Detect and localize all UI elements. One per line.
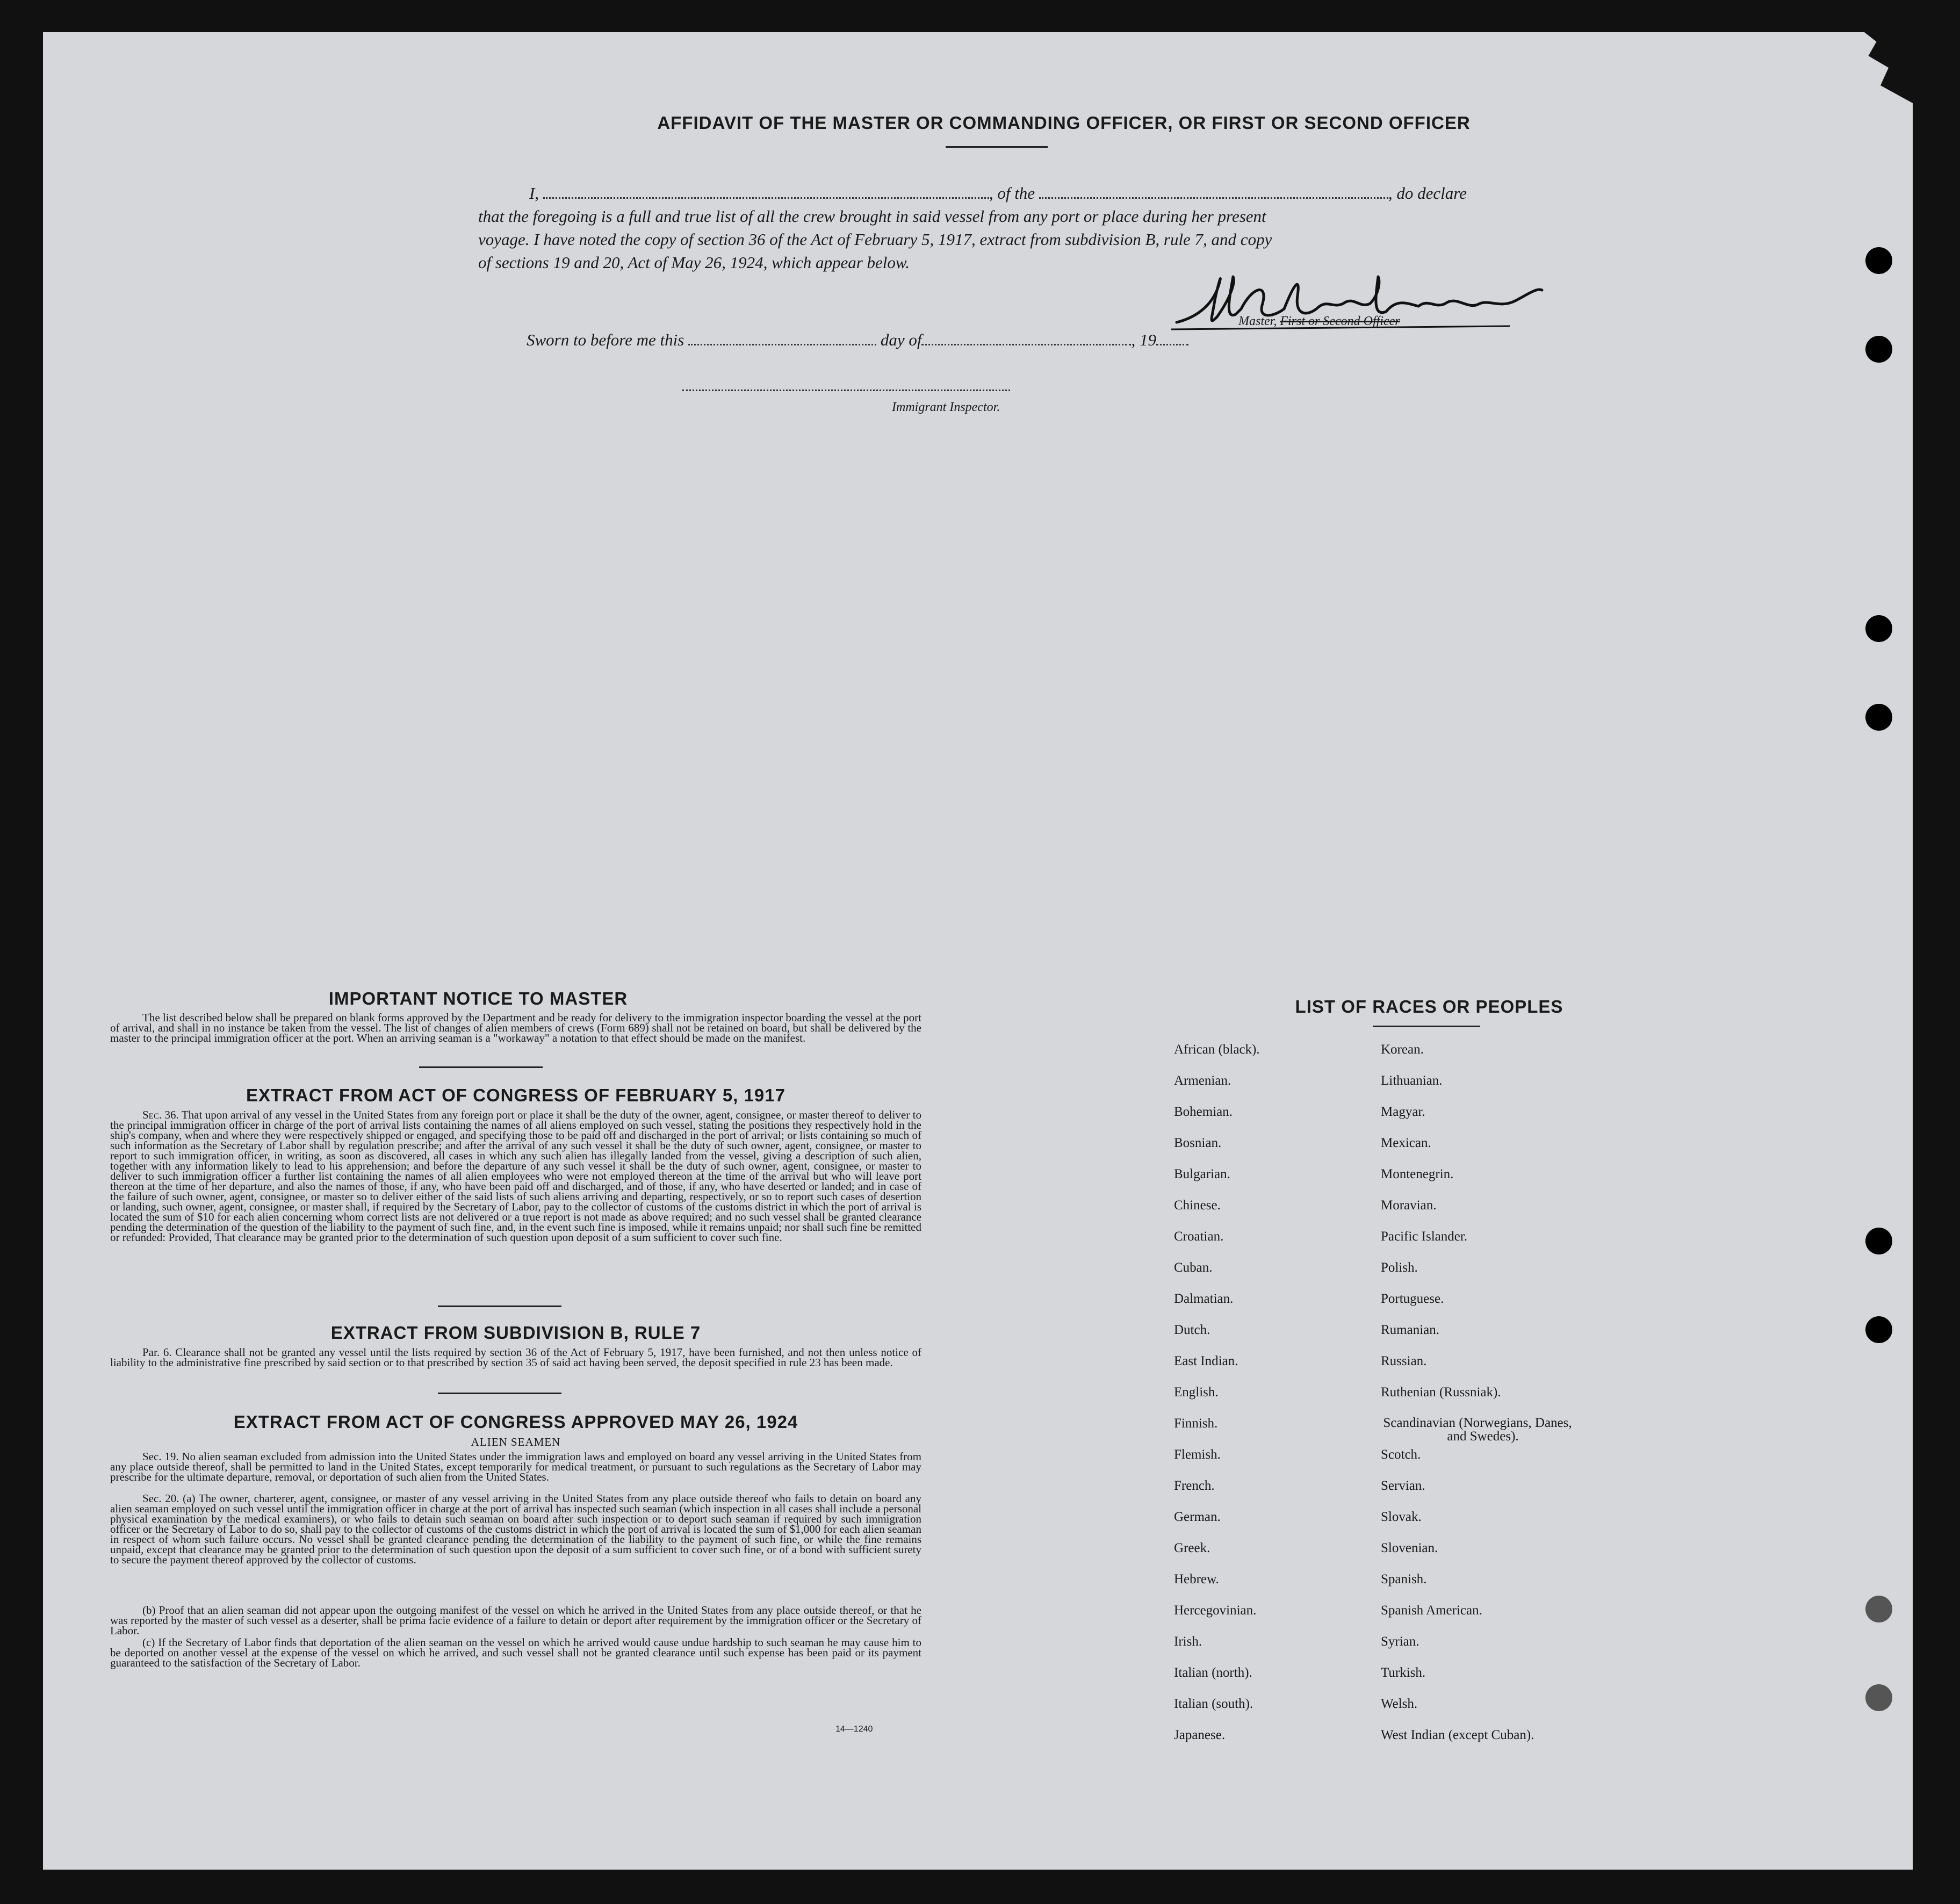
extract-rule7-title: EXTRACT FROM SUBDIVISION B, RULE 7 <box>330 1323 701 1343</box>
sworn-line <box>527 330 1188 350</box>
affidavit-line-1 <box>478 182 1563 205</box>
section-rule <box>438 1306 561 1307</box>
races-rule <box>1373 1026 1480 1027</box>
race-item: Turkish. <box>1381 1665 1426 1680</box>
race-item: Finnish. <box>1174 1416 1218 1431</box>
race-item: Greek. <box>1174 1541 1210 1555</box>
inspector-signature-line[interactable] <box>682 390 1010 391</box>
affidavit-line-2: that the foregoing is a full and true list of all the crew brought in said vessel from any port or place during her present <box>478 207 1266 226</box>
race-item: Magyar. <box>1381 1105 1425 1119</box>
notice-text <box>110 1013 921 1043</box>
race-item: Bulgarian. <box>1174 1167 1230 1181</box>
section-rule <box>438 1393 561 1394</box>
vessel-field[interactable] <box>1039 197 1388 199</box>
race-item: Cuban. <box>1174 1260 1213 1275</box>
affidavit-line-4: of sections 19 and 20, Act of May 26, 1924, which appear below. <box>478 253 910 272</box>
race-item: Flemish. <box>1174 1447 1221 1462</box>
race-item: Japanese. <box>1174 1728 1226 1742</box>
race-item: Lithuanian. <box>1381 1073 1443 1088</box>
sworn-day-of: day of <box>880 330 922 349</box>
affidavit-title: AFFIDAVIT OF THE MASTER OR COMMANDING OFFICER, OR FIRST OR SECOND OFFICER <box>657 113 1471 133</box>
race-item: Scandinavian (Norwegians, Danes, and Swedes). <box>1383 1416 1572 1444</box>
affidavit-i: I, <box>529 184 539 203</box>
sworn-year-field[interactable] <box>1156 344 1188 345</box>
race-item: German. <box>1174 1510 1221 1524</box>
punch-hole <box>1865 1596 1892 1622</box>
extract-rule7-body: Par. 6. Clearance shall not be granted any vessel until the lists required by section 36 of the Act of February 5, 1917, have been furnished, and not then unless notice of liability to the administrative fine prescribed by said section or to that prescribed by section 35 of said act having been served, the deposit specified in rule 23 has been made. <box>110 1346 921 1369</box>
section-rule <box>419 1066 543 1068</box>
race-item: West Indian (except Cuban). <box>1381 1728 1534 1742</box>
race-item: Montenegrin. <box>1381 1167 1454 1181</box>
sworn-year: , 19 <box>1131 330 1156 349</box>
race-item: Spanish American. <box>1381 1603 1482 1618</box>
extract-rule7-text <box>110 1347 921 1368</box>
extract-1924-sec20b: (b) Proof that an alien seaman did not appear upon the outgoing manifest of the vessel on which he arrived in the United States from any place outside thereof, or that he was reported by the master of such vessel as a deserter, shall be prima facie evidence of a failure to detain or deport after requirement by the immigration officer or the Secretary of Labor. <box>110 1604 921 1637</box>
torn-corner <box>1832 32 1913 150</box>
race-item: Bosnian. <box>1174 1136 1222 1150</box>
extract-1924-subtitle: ALIEN SEAMEN <box>471 1436 561 1448</box>
race-item: Armenian. <box>1174 1073 1231 1088</box>
race-item: Croatian. <box>1174 1229 1224 1244</box>
affidavit-of-the: , of the <box>989 184 1035 203</box>
race-item: Scotch. <box>1381 1447 1421 1462</box>
title-rule <box>946 146 1048 148</box>
race-item: Ruthenian (Russniak). <box>1381 1385 1501 1400</box>
sworn-day-field[interactable] <box>688 344 876 345</box>
punch-hole <box>1865 247 1892 274</box>
race-item: East Indian. <box>1174 1354 1238 1368</box>
signer-title-struck: First or Second Officer <box>1280 314 1400 328</box>
race-item: Welsh. <box>1381 1697 1418 1711</box>
races-title: LIST OF RACES OR PEOPLES <box>1295 997 1563 1016</box>
races-column-2 <box>1381 1042 1612 1759</box>
race-item: African (black). <box>1174 1042 1260 1057</box>
affidavit-body <box>478 182 1563 274</box>
extract-1917-text <box>110 1110 921 1243</box>
race-item: Bohemian. <box>1174 1105 1233 1119</box>
affidavit-line-3: voyage. I have noted the copy of section 36 of the Act of February 5, 1917, extract from subdivision B, rule 7, and copy <box>478 230 1272 249</box>
race-item: Slovak. <box>1381 1510 1422 1524</box>
punch-hole <box>1865 336 1892 363</box>
race-item: English. <box>1174 1385 1219 1400</box>
signer-title-master: Master, <box>1238 314 1280 328</box>
race-item: Hebrew. <box>1174 1572 1219 1586</box>
race-item: Moravian. <box>1381 1198 1437 1213</box>
race-item: Servian. <box>1381 1479 1425 1493</box>
extract-1924-sec19: Sec. 19. No alien seaman excluded from admission into the United States under the immigration laws and employed on board any vessel arriving in the United States from any place outside thereof, shall be permitted to land in the United States, except temporarily for medical treatment, or pursuant to such regulations as the Secretary of Labor may prescribe for the ultimate departure, removal, or deportation of such alien from the United States. <box>110 1450 921 1483</box>
punch-hole <box>1865 1316 1892 1343</box>
sworn-prefix: Sworn to before me this <box>527 330 684 349</box>
race-item: Irish. <box>1174 1634 1202 1649</box>
signer-title <box>1238 314 1400 329</box>
master-signature <box>1166 266 1553 341</box>
race-item: Korean. <box>1381 1042 1424 1057</box>
notice-title: IMPORTANT NOTICE TO MASTER <box>328 989 628 1008</box>
punch-hole <box>1865 615 1892 642</box>
extract-1917-section: Sec. 36. <box>142 1108 179 1121</box>
race-item: Dalmatian. <box>1174 1292 1234 1306</box>
race-item: Rumanian. <box>1381 1323 1440 1337</box>
extract-1917-body: That upon arrival of any vessel in the United States from any foreign port or place it shall be the duty of the owner, agent, consignee, or master thereof to deliver to the principal immigration officer in charge of the port of arrival lists containing the names of all aliens employed on such vessel, stating the positions they respectively hold in the ship's company, when and where they were respectively shipped or engaged, and specifying those to be paid off and discharged in the port of arrival; or lists containing so much of such information as the Secretary of Labor shall by regulation prescribe; and after the arrival of any such vessel it shall be the duty of such owner, agent, consignee, or master to report to such immigration officer, in writing, as soon as discovered, all cases in which any such alien has illegally landed from the vessel, giving a description of such alien, together with any information likely to lead to his apprehension; and before the departure of any such vessel it shall be the duty of such owner, agent, consignee, or master to deliver to such immigration officer a further list containing the names of all alien employees who were not employed thereon at the time of the arrival but who will leave port thereon at the time of her departure, and also the names of those, if any, who have been paid off and discharged, and of those, if any, who have deserted or landed; and in case of the failure of such owner, agent, consignee, or master so to deliver either of the said lists of such aliens arriving and departing, respectively, or so to report such cases of desertion or landing, such owner, agent, consignee, or master shall, if required by the Secretary of Labor, pay to the collector of customs of the customs district in which the port of arrival is located the sum of $10 for each alien concerning whom correct lists are not delivered or a true report is not made as above required; and no such vessel shall be granted clearance pending the determination of the question of the liability to the payment of such fine, and, in the event such fine is imposed, while it remains unpaid; nor shall such fine be remitted or refunded: Provided, That clearance may be granted prior to the determination of such question upon deposit of a sum sufficient to cover such fine. <box>110 1108 921 1244</box>
race-item: Spanish. <box>1381 1572 1427 1586</box>
race-item: Portuguese. <box>1381 1292 1444 1306</box>
race-item: Dutch. <box>1174 1323 1210 1337</box>
race-item: Syrian. <box>1381 1634 1419 1649</box>
form-number: 14—1240 <box>835 1725 873 1734</box>
extract-1924-sec20a: Sec. 20. (a) The owner, charterer, agent, consignee, or master of any vessel arriving in the United States from any place outside thereof who fails to detain on board any alien seaman employed on such vessel until the immigration officer in charge at the port of arrival has inspected such seaman (which inspection in all cases shall include a personal physical examination by the medical examiners), or who fails to detain such seaman on board after such inspection or to deport such seaman if required by such immigration officer or the Secretary of Labor to do so, shall pay to the collector of customs of the customs district in which the port of arrival is located the sum of $1,000 for each alien seaman in respect of whom such failure occurs. No vessel shall be granted clearance pending the determination of the liability to the payment of such fine, or while the fine remains unpaid, except that clearance may be granted prior to the determination of such question upon the deposit of a sum sufficient to cover such fine, or of a bond with sufficient surety to secure the payment thereof approved by the collector of customs. <box>110 1492 921 1566</box>
extract-1924-sec20c: (c) If the Secretary of Labor finds that deportation of the alien seaman on the vessel on which he arrived would cause undue hardship to such seaman he may cause him to be deported on another vessel at the expense of the vessel on which he arrived, and such vessel shall not be granted clearance until such expense has been paid or its payment guaranteed to the satisfaction of the Secretary of Labor. <box>110 1636 921 1669</box>
race-item: Mexican. <box>1381 1136 1431 1150</box>
races-column-1 <box>1174 1042 1389 1759</box>
name-field[interactable] <box>543 197 989 199</box>
race-item: Pacific Islander. <box>1381 1229 1468 1244</box>
race-item: Russian. <box>1381 1354 1427 1368</box>
punch-hole <box>1865 1228 1892 1254</box>
race-item: Polish. <box>1381 1260 1418 1275</box>
race-item: Slovenian. <box>1381 1541 1438 1555</box>
race-item: Hercegovinian. <box>1174 1603 1257 1618</box>
affidavit-do-declare: , do declare <box>1388 184 1467 203</box>
sworn-month-field[interactable] <box>921 344 1131 345</box>
extract-1924-title: EXTRACT FROM ACT OF CONGRESS APPROVED MAY 26, 1924 <box>233 1412 798 1432</box>
race-item: French. <box>1174 1479 1215 1493</box>
form-sheet <box>43 32 1913 1870</box>
punch-hole <box>1865 1684 1892 1711</box>
inspector-label: Immigrant Inspector. <box>892 400 1000 414</box>
race-item: Chinese. <box>1174 1198 1221 1213</box>
punch-hole <box>1865 704 1892 731</box>
race-item: Italian (south). <box>1174 1697 1253 1711</box>
notice-body: The list described below shall be prepared on blank forms approved by the Department and be ready for delivery to the immigration inspector boarding the vessel at the port of arrival, and shall in no instance be taken from the vessel. The list of changes of alien members of crews (Form 689) shall not be retained on board, but shall be delivered by the master to the principal immigration officer at the port. When an arriving seaman is a "workaway" a notation to that effect should be made on the manifest. <box>110 1011 921 1044</box>
race-item: Italian (north). <box>1174 1665 1252 1680</box>
extract-1917-title: EXTRACT FROM ACT OF CONGRESS OF FEBRUARY 5, 1917 <box>246 1085 786 1105</box>
